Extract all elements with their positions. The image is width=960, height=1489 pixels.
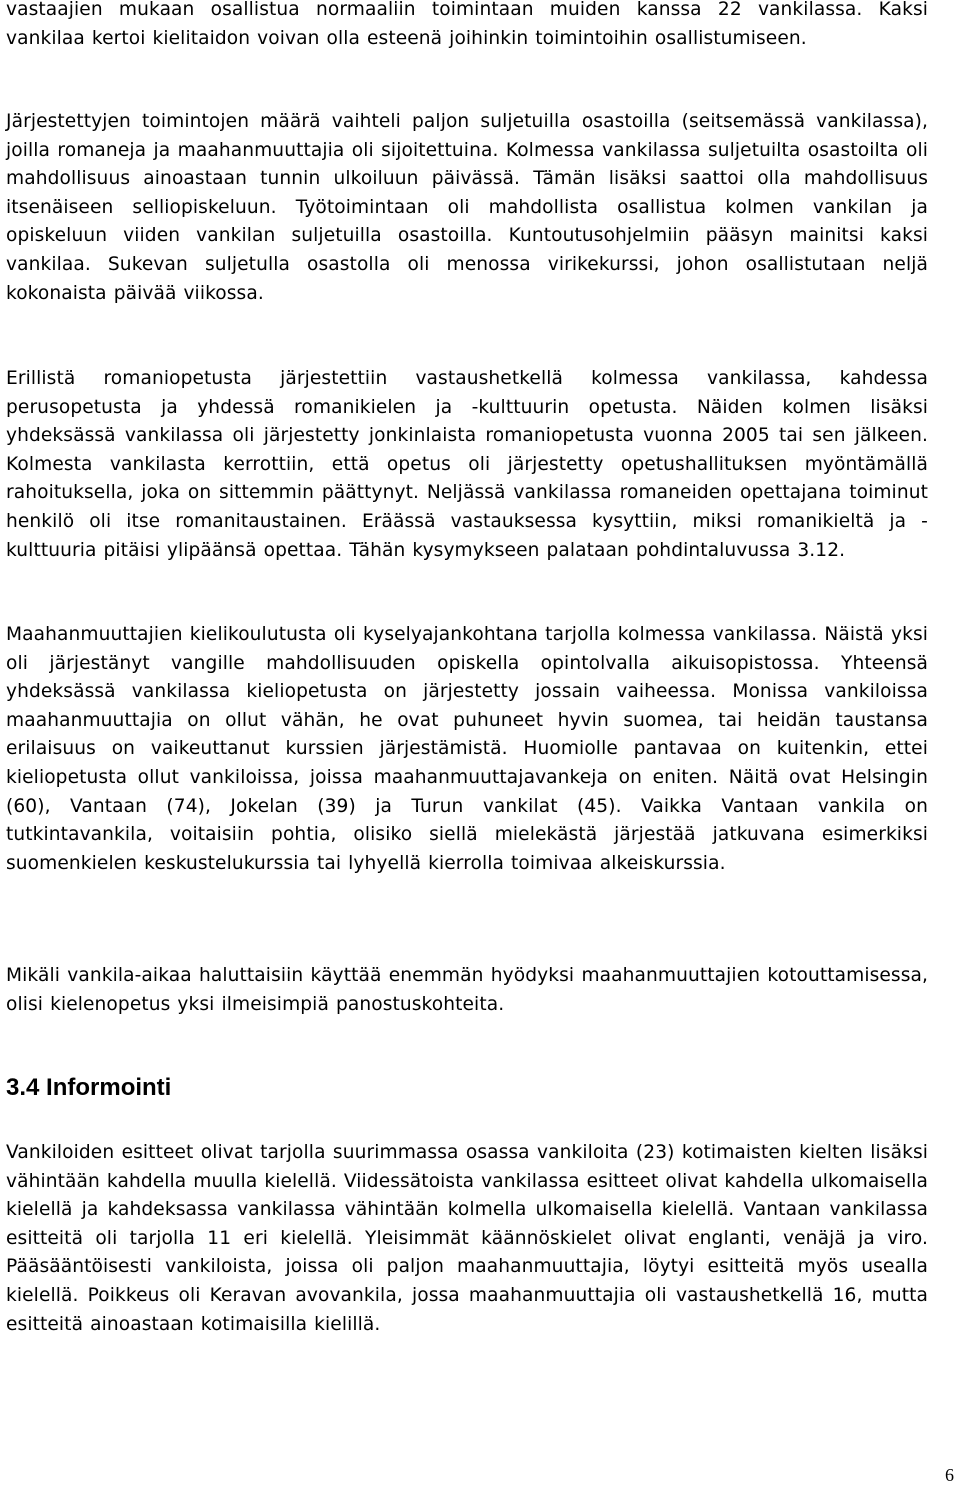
page-number: 6 xyxy=(945,1465,954,1485)
paragraph-1: vastaajien mukaan osallistua normaaliin toimintaan muiden kanssa 22 vankilassa. Kaksi vankilaa kertoi kielitaidon voivan olla esteenä joihinkin toimintoihin osallistumiseen. xyxy=(6,0,928,49)
section-heading: 3.4 Informointi xyxy=(6,1074,172,1101)
paragraph-2: Järjestettyjen toimintojen määrä vaihteli paljon suljetuilla osastoilla (seitsemässä vankilassa), joilla romaneja ja maahanmuuttajia oli sijoitettuina. Kolmessa vankilassa suljetuilta osastoilta oli mahdollisuus ainoastaan tunnin ulkoiluun päivässä. Tämän lisäksi saattoi olla mahdollisuus itsenäiseen selliopiskeluun. Työtoimintaan oli mahdollista osallistua kolmen vankilan ja opiskeluun viiden vankilan suljetuilla osastoilla. Kuntoutusohjelmiin pääsyn mainitsi kaksi vankilaa. Sukevan suljetulla osastolla oli menossa virikekurssi, johon osallistutaan neljä kokonaista päivää viikossa. xyxy=(6,111,928,304)
paragraph-5: Mikäli vankila-aikaa haluttaisiin käyttää enemmän hyödyksi maahanmuuttajien kotouttamisessa, olisi kielenopetus yksi ilmeisimpiä panostuskohteita. xyxy=(6,965,928,1015)
paragraph-3: Erillistä romaniopetusta järjestettiin vastaushetkellä kolmessa vankilassa, kahdessa perusopetusta ja yhdessä romanikielen ja -kulttuurin opetusta. Näiden kolmen lisäksi yhdeksässä vankilassa oli järjestetty jonkinlaista romaniopetusta vuonna 2005 tai sen jälkeen. Kolmesta vankilasta kerrottiin, että opetus oli järjestetty opetushallituksen myöntämällä rahoituksella, joka on sittemmin päättynyt. Neljässä vankilassa romaneiden opettajana toiminut henkilö oli itse romanitaustainen. Eräässä vastauksessa kysyttiin, miksi romanikieltä ja -kulttuuria pitäisi ylipäänsä opettaa. Tähän kysymykseen palataan pohdintaluvussa 3.12. xyxy=(6,368,928,561)
section-paragraph: Vankiloiden esitteet olivat tarjolla suurimmassa osassa vankiloita (23) kotimaisten kielten lisäksi vähintään kahdella muulla kielellä. Viidessätoista vankilassa esitteet olivat kahdella ulkomaisella kielellä ja kahdeksassa vankilassa vähintään kolmella ulkomaisella kielellä. Vantaan vankilassa esitteitä oli tarjolla 11 eri kielellä. Yleisimmät käännöskielet olivat englanti, venäjä ja viro. Pääsääntöisesti vankiloista, joissa oli paljon maahanmuuttajia, löytyi esitteitä myös usealla kielellä. Poikkeus oli Keravan avovankila, jossa maahanmuuttajia oli vastaushetkellä 16, mutta esitteitä ainoastaan kotimaisilla kielillä. xyxy=(6,1142,928,1335)
paragraph-4: Maahanmuuttajien kielikoulutusta oli kyselyajankohtana tarjolla kolmessa vankilassa. Näistä yksi oli järjestänyt vangille mahdollisuuden opiskella opintolvalla aikuisopistossa. Yhteensä yhdeksässä vankilassa kieliopetusta on järjestetty jossain vaiheessa. Monissa vankiloissa maahanmuuttajia on ollut vähän, he ovat puhuneet hyvin suomea, tai heidän taustansa erilaisuus on vaikeuttanut kurssien järjestämistä. Huomiolle pantavaa on kuitenkin, ettei kieliopetusta ollut vankiloissa, joissa maahanmuuttajavankeja on eniten. Näitä ovat Helsingin (60), Vantaan (74), Jokelan (39) ja Turun vankilat (45). Vaikka Vantaan vankila on tutkintavankila, voitaisiin pohtia, olisiko siellä mielekästä järjestää jatkuvana esimerkiksi suomenkielen keskustelukurssia tai lyhyellä kierrolla toimivaa alkeiskurssia. xyxy=(6,624,928,874)
